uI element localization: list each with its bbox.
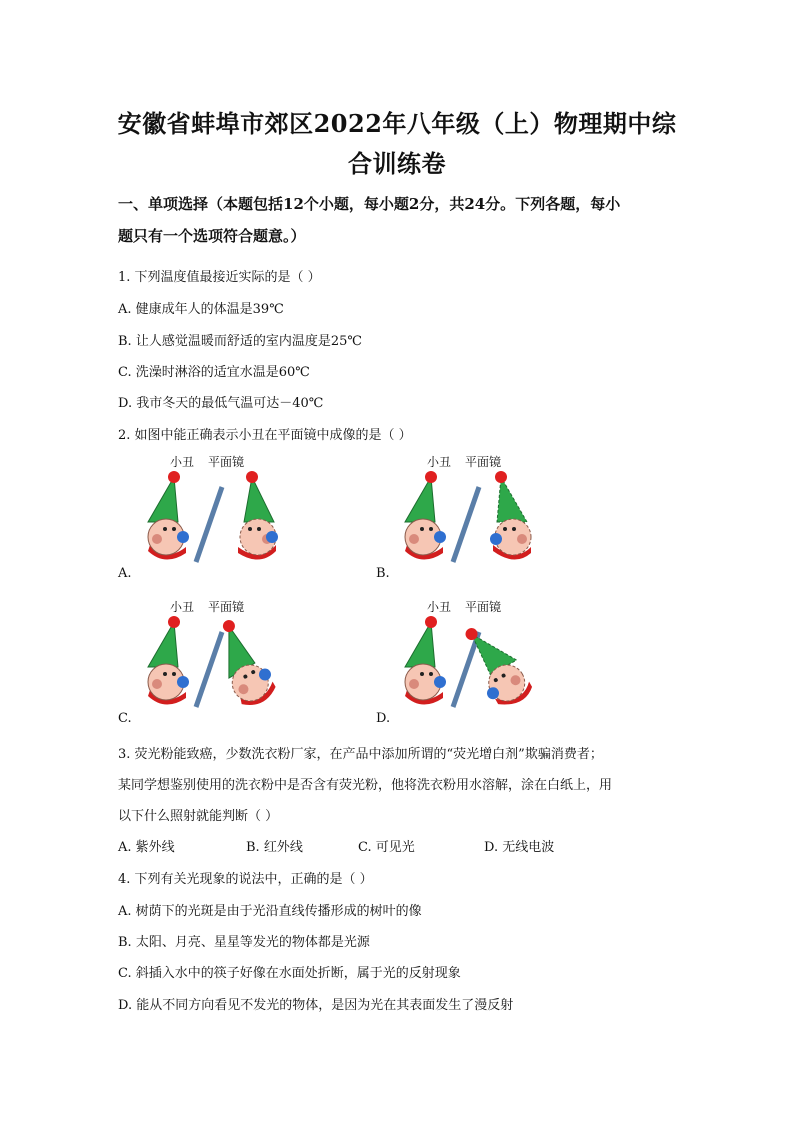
q4-stem: 4. 下列有关光现象的说法中，正确的是（ ） <box>118 872 373 887</box>
q3-option-c: C. 可见光 <box>358 840 415 855</box>
q2-figure-b <box>397 453 552 578</box>
q4-option-c: C. 斜插入水中的筷子好像在水面处折断，属于光的反射现象 <box>118 966 461 981</box>
q3-option-d: D. 无线电波 <box>484 840 555 855</box>
document-title-line1: 安徽省蚌埠市郊区2022年八年级（上）物理期中综 <box>117 109 677 138</box>
clown-label: 小丑 <box>170 455 195 469</box>
clown-icon <box>405 616 446 705</box>
mirror-label: 平面镜 <box>208 600 245 614</box>
document-title-line2: 合训练卷 <box>348 149 446 178</box>
clown-label: 小丑 <box>427 455 452 469</box>
mirror-icon <box>196 632 222 707</box>
mirror-label: 平面镜 <box>465 600 502 614</box>
q3-option-b: B. 红外线 <box>246 840 303 855</box>
clown-image-icon <box>238 471 278 560</box>
clown-icon <box>405 471 446 560</box>
clown-icon <box>148 616 189 705</box>
q1-option-d: D. 我市冬天的最低气温可达－40℃ <box>118 396 324 411</box>
q2-figure-c <box>140 598 295 723</box>
q2-option-b-letter: B. <box>376 566 390 581</box>
clown-mirror-figure-c <box>140 612 295 722</box>
clown-mirror-figure-a <box>140 467 295 577</box>
q2-option-d-letter: D. <box>376 711 391 726</box>
q4-option-d: D. 能从不同方向看见不发光的物体，是因为光在其表面发生了漫反射 <box>118 998 514 1013</box>
section-heading-line1: 一、单项选择（本题包括12个小题，每小题2分，共24分。下列各题，每小 <box>118 195 621 213</box>
mirror-label: 平面镜 <box>465 455 502 469</box>
q3-stem-line2: 某同学想鉴别使用的洗衣粉中是否含有荧光粉，他将洗衣粉用水溶解，涂在白纸上，用 <box>118 778 613 793</box>
q2-option-a-letter: A. <box>118 566 132 581</box>
q2-figure-d <box>397 598 552 723</box>
q4-option-a: A. 树荫下的光斑是由于光沿直线传播形成的树叶的像 <box>118 904 422 919</box>
q3-stem-line3: 以下什么照射就能判断（ ） <box>118 809 279 824</box>
mirror-icon <box>453 487 479 562</box>
clown-mirror-figure-d <box>397 612 552 722</box>
clown-image-icon <box>490 471 531 560</box>
mirror-icon <box>196 487 222 562</box>
q3-stem-line1: 3. 荧光粉能致癌，少数洗衣粉厂家，在产品中添加所谓的“荧光增白剂”欺骗消费者； <box>118 747 603 762</box>
q2-stem: 2. 如图中能正确表示小丑在平面镜中成像的是（ ） <box>118 428 412 443</box>
mirror-icon <box>453 632 479 707</box>
clown-mirror-figure-b <box>397 467 552 577</box>
q3-option-a: A. 紫外线 <box>118 840 175 855</box>
q2-figure-a <box>140 453 295 578</box>
clown-icon <box>148 471 189 560</box>
mirror-label: 平面镜 <box>208 455 245 469</box>
q1-option-b: B. 让人感觉温暖而舒适的室内温度是25℃ <box>118 334 362 349</box>
section-heading-line2: 题只有一个选项符合题意。） <box>118 227 306 245</box>
q1-option-c: C. 洗澡时淋浴的适宜水温是60℃ <box>118 365 310 380</box>
q4-option-b: B. 太阳、月亮、星星等发光的物体都是光源 <box>118 935 370 950</box>
q2-option-c-letter: C. <box>118 711 132 726</box>
clown-label: 小丑 <box>427 600 452 614</box>
q1-stem: 1. 下列温度值最接近实际的是（ ） <box>118 270 321 285</box>
q1-option-a: A. 健康成年人的体温是39℃ <box>118 302 284 317</box>
clown-label: 小丑 <box>170 600 195 614</box>
